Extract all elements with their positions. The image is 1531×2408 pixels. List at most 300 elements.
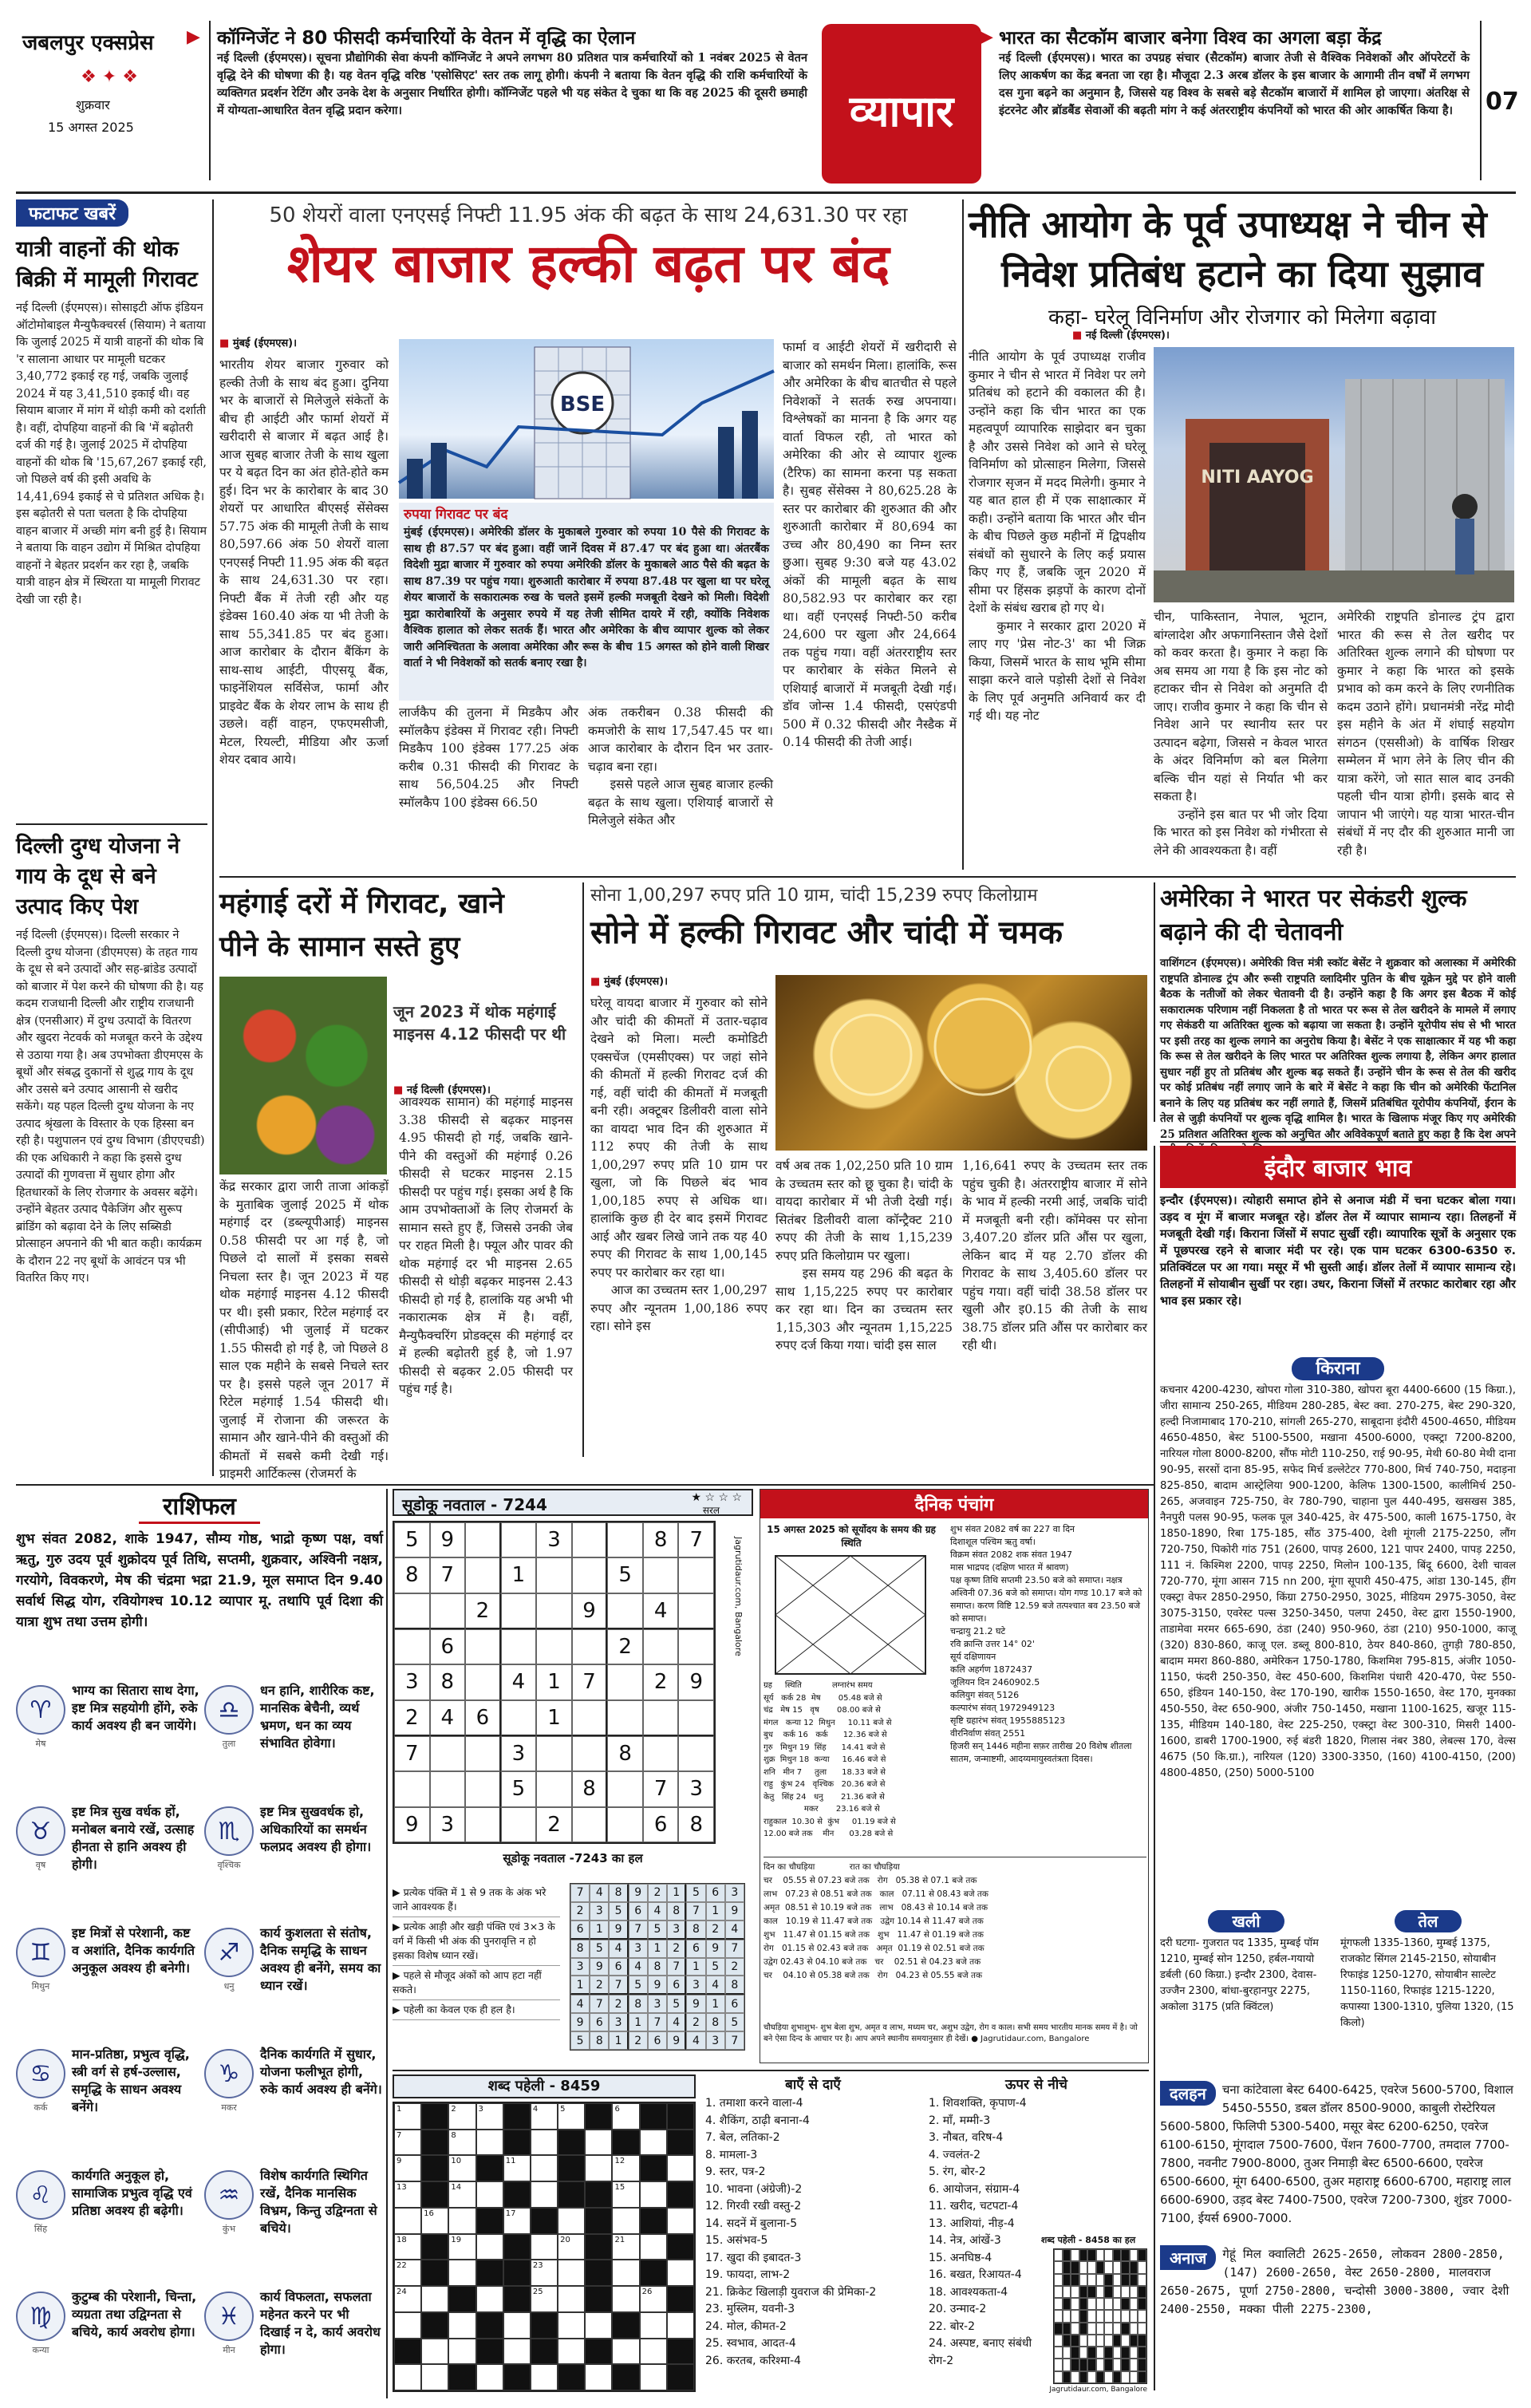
crossword-cell[interactable] <box>503 2312 531 2339</box>
crossword-title: शब्द पहेली - 8459 <box>393 2074 696 2098</box>
sudoku-cell[interactable]: 3 <box>394 1664 430 1699</box>
crossword-cell[interactable] <box>558 2234 585 2260</box>
sudoku-cell[interactable] <box>536 1629 572 1664</box>
prev-crossword-cell <box>1063 2359 1071 2370</box>
zodiac-prediction: मान-प्रतिष्ठा, प्रभुत्व वृद्धि, स्त्री वर्ग से हर्ष-उल्लास, समृद्धि के साधन अवश्य बनेंगे। <box>72 2047 195 2114</box>
crossword-cell <box>531 2339 558 2365</box>
sudoku-cell[interactable]: 7 <box>643 1771 679 1806</box>
tel-label: तेल <box>1340 1910 1516 1932</box>
prev-crossword-cell <box>1063 2347 1071 2359</box>
solution-cell: 2 <box>706 1920 725 1940</box>
day-label: शुक्रवार <box>76 97 110 113</box>
crossword-cell[interactable] <box>421 2208 448 2234</box>
prev-crossword-cell <box>1138 2310 1146 2322</box>
prev-crossword-cell <box>1071 2298 1079 2310</box>
solution-cell: 7 <box>609 1976 628 1995</box>
cell-number: 2 <box>451 2105 456 2114</box>
crossword-cell <box>585 2260 612 2286</box>
prev-crossword-cell <box>1121 2323 1130 2335</box>
crossword-cell <box>585 2208 612 2234</box>
crossword-cell[interactable] <box>612 2208 639 2234</box>
sudoku-cell[interactable] <box>430 1736 466 1771</box>
crossword-cell[interactable] <box>612 2260 639 2286</box>
sudoku-cell[interactable] <box>678 1700 714 1736</box>
sudoku-cell[interactable] <box>536 1771 572 1806</box>
sudoku-cell[interactable]: 7 <box>678 1522 714 1557</box>
zodiac-prediction: कार्य विफलता, सफलता महेनत करने पर भी दिखाई न दे, कार्य अवरोध होगा। <box>260 2289 385 2357</box>
sudoku-cell[interactable]: 2 <box>607 1629 643 1664</box>
crossword-cell[interactable] <box>612 2103 639 2130</box>
cell-number: 19 <box>451 2235 462 2244</box>
crossword-cell[interactable] <box>394 2234 421 2260</box>
crossword-cell[interactable] <box>585 2364 612 2390</box>
across-clues: 1. तमाशा करने वाला-4 4. शैकिंग, ठाढ़ी बनाना-4 7. बेल, लतिका-2 8. मामला-3 9. स्तर, पत्र-2 10. भावना (अंग्रेजी)-2 12. गिरवी रखी वस्तु-2 14. सदनें में बुलाना-5 15. असंभव-5 17. खुदा की इबादत-3 19. फायदा, लाभ-2 21. क्रिकेट खिलाड़ी युवराज की प्रेमिका-2 23. मुस्लिम, यवनी-3 24. मोल, कीमत-2 25. स्वभाव, आदत-4 26. करतब, करिश्मा-4 <box>705 2097 877 2367</box>
sudoku-cell[interactable]: 7 <box>430 1557 466 1593</box>
crossword-cell <box>394 2339 421 2365</box>
crossword-cell[interactable] <box>640 2130 667 2156</box>
zodiac-9-icon: ♒ <box>204 2170 254 2220</box>
share-dateline: ■ मुंबई (ईएमएस)। <box>219 338 298 349</box>
crossword-cell[interactable] <box>476 2234 503 2260</box>
solution-cell: 8 <box>609 1884 628 1902</box>
sudoku-cell[interactable] <box>607 1664 643 1699</box>
star-icon: ★ ☆ ☆ ☆ <box>691 1491 742 1504</box>
sudoku-cell[interactable] <box>536 1593 572 1629</box>
sudoku-cell[interactable] <box>430 1771 466 1806</box>
crossword-cell[interactable] <box>558 2103 585 2130</box>
crossword-cell[interactable] <box>394 2260 421 2286</box>
cell-number: 7 <box>397 2130 402 2140</box>
sudoku-cell[interactable]: 1 <box>501 1557 537 1593</box>
us-headline-2: बढ़ाने की दी चेतावनी <box>1160 918 1344 946</box>
solution-cell: 9 <box>570 2013 590 2031</box>
crossword-cell <box>585 2339 612 2365</box>
solution-cell: 4 <box>706 1976 725 1995</box>
crossword-cell <box>421 2155 448 2181</box>
crossword-cell[interactable] <box>394 2364 421 2390</box>
prev-crossword-cell <box>1096 2359 1105 2370</box>
sudoku-cell[interactable]: 3 <box>678 1771 714 1806</box>
sudoku-cell[interactable]: 4 <box>430 1700 466 1736</box>
prev-crossword-cell <box>1054 2249 1063 2261</box>
crossword-grid[interactable] <box>393 2102 696 2392</box>
sudoku-cell[interactable]: 8 <box>643 1522 679 1557</box>
solution-cell: 5 <box>609 1902 628 1920</box>
prev-crossword-cell <box>1096 2347 1105 2359</box>
prev-crossword-cell <box>1096 2286 1105 2298</box>
sudoku-title: सूडोकू नवताल - 7244 <box>402 1495 547 1514</box>
crossword-cell <box>503 2103 531 2130</box>
sudoku-cell[interactable]: 6 <box>643 1807 679 1842</box>
solution-cell: 9 <box>667 2031 686 2050</box>
tel-prices: मूंगफली 1335-1360, मुम्बई 1375, राजकोट सिंगल 2145-2150, सोयाबीन रिफाइंड 1250-1270, सोयाबीन साल्टेट 1150-1160, रिफाइंड 1215-1220, कपास्या 1300-1310, पुलिया 1320, (15 किलो) <box>1340 1937 1517 2029</box>
sudoku-cell[interactable] <box>607 1593 643 1629</box>
crossword-cell[interactable] <box>585 2130 612 2156</box>
sudoku-cell[interactable] <box>607 1522 643 1557</box>
crossword-cell[interactable] <box>394 2312 421 2339</box>
crossword-cell <box>667 2181 694 2208</box>
crossword-cell[interactable] <box>503 2155 531 2181</box>
sudoku-cell[interactable] <box>501 1629 537 1664</box>
crossword-cell <box>585 2234 612 2260</box>
solution-cell: 6 <box>629 1902 648 1920</box>
crossword-cell[interactable] <box>448 2103 475 2130</box>
crossword-cell[interactable] <box>612 2181 639 2208</box>
panchang-title: दैनिक पंचांग <box>760 1490 1148 1518</box>
crossword-cell <box>667 2286 694 2312</box>
sudoku-cell[interactable]: 8 <box>607 1736 643 1771</box>
solution-cell: 3 <box>609 2013 628 2031</box>
crossword-cell[interactable] <box>558 2208 585 2234</box>
crossword-cell <box>667 2234 694 2260</box>
sudoku-cell[interactable] <box>607 1771 643 1806</box>
sudoku-cell[interactable]: 3 <box>501 1736 537 1771</box>
prev-crossword-cell <box>1071 2359 1079 2370</box>
crossword-cell[interactable] <box>558 2312 585 2339</box>
paper-name: जबलपुर एक्सप्रेस <box>22 31 154 55</box>
crossword-cell[interactable] <box>503 2208 531 2234</box>
crossword-cell[interactable] <box>667 2155 694 2181</box>
rashi-3 <box>204 1803 383 1904</box>
prev-crossword-cell <box>1096 2274 1105 2286</box>
crossword-cell[interactable] <box>476 2364 503 2390</box>
crossword-cell[interactable] <box>667 2208 694 2234</box>
cell-number: 24 <box>397 2288 407 2297</box>
solution-cell: 5 <box>686 1884 705 1902</box>
crossword-cell[interactable] <box>531 2181 558 2208</box>
crossword-cell[interactable] <box>558 2339 585 2365</box>
crossword-cell[interactable] <box>448 2312 475 2339</box>
solution-cell: 4 <box>609 1940 628 1958</box>
crossword-cell <box>585 2181 612 2208</box>
sudoku-cell[interactable]: 2 <box>536 1807 572 1842</box>
sudoku-cell[interactable]: 1 <box>536 1664 572 1699</box>
sudoku-cell[interactable]: 8 <box>572 1771 608 1806</box>
solution-cell: 5 <box>570 2031 590 2050</box>
crossword-cell[interactable] <box>421 2339 448 2365</box>
crossword-cell[interactable] <box>612 2286 639 2312</box>
sudoku-cell[interactable] <box>643 1736 679 1771</box>
crossword-cell[interactable] <box>394 2286 421 2312</box>
sudoku-cell[interactable]: 9 <box>678 1664 714 1699</box>
sudoku-cell[interactable] <box>465 1557 501 1593</box>
solution-cell: 8 <box>725 1976 744 1995</box>
sudoku-cell[interactable] <box>572 1629 608 1664</box>
solution-cell: 9 <box>590 1958 609 1976</box>
share-market-article <box>219 199 961 878</box>
svg-text:BSE: BSE <box>559 393 606 416</box>
sudoku-grid[interactable] <box>393 1521 716 1844</box>
crossword-cell[interactable] <box>448 2130 475 2156</box>
section-banner <box>822 24 981 184</box>
sudoku-cell[interactable]: 9 <box>394 1807 430 1842</box>
prev-crossword-cell <box>1071 2335 1079 2347</box>
sudoku-cell[interactable] <box>501 1700 537 1736</box>
rashi-7 <box>204 2046 383 2146</box>
crossword-cell[interactable] <box>421 2286 448 2312</box>
solution-cell: 7 <box>725 2031 744 2050</box>
crossword-cell[interactable] <box>421 2364 448 2390</box>
crossword-cell <box>640 2208 667 2234</box>
crossword-cell[interactable] <box>531 2364 558 2390</box>
solution-cell: 8 <box>648 1958 667 1976</box>
sudoku-cell[interactable] <box>536 1736 572 1771</box>
zodiac-name: वृश्चिक <box>217 1860 241 1870</box>
top-right-headline: भारत का सैटकॉम बाजार बनेगा विश्व का अगला बड़ा केंद्र <box>999 28 1382 49</box>
crossword-cell[interactable] <box>448 2208 475 2234</box>
prev-crossword-cell <box>1054 2371 1063 2383</box>
sudoku-cell[interactable] <box>572 1700 608 1736</box>
crossword-cell <box>503 2234 531 2260</box>
sudoku-cell[interactable]: 5 <box>394 1522 430 1557</box>
crossword-cell[interactable] <box>394 2130 421 2156</box>
rupee-caption: रुपया गिरावट पर बंद <box>404 507 508 523</box>
crossword-cell[interactable] <box>640 2339 667 2365</box>
sudoku-cell[interactable]: 6 <box>465 1700 501 1736</box>
crossword-cell[interactable] <box>503 2339 531 2365</box>
indore-title: इंदौर बाजार भाव <box>1160 1146 1516 1188</box>
crossword-cell[interactable] <box>394 2208 421 2234</box>
bse-building-icon <box>399 339 774 499</box>
sudoku-cell[interactable]: 3 <box>430 1807 466 1842</box>
solution-cell: 9 <box>686 1995 705 2013</box>
zodiac-1-icon: ♎ <box>204 1685 254 1735</box>
cell-number: 15 <box>614 2183 625 2193</box>
sudoku-cell[interactable] <box>501 1522 537 1557</box>
sudoku-cell[interactable]: 3 <box>536 1522 572 1557</box>
crossword-cell <box>476 2260 503 2286</box>
crossword-cell[interactable] <box>585 2312 612 2339</box>
prev-crossword-cell <box>1104 2286 1113 2298</box>
prev-crossword-cell <box>1130 2335 1138 2347</box>
sudoku-cell[interactable] <box>643 1700 679 1736</box>
zodiac-name: मकर <box>221 2102 237 2113</box>
sudoku-cell[interactable]: 2 <box>394 1700 430 1736</box>
sudoku-cell[interactable]: 8 <box>678 1807 714 1842</box>
prev-crossword-cell <box>1130 2323 1138 2335</box>
sudoku-cell[interactable]: 5 <box>501 1771 537 1806</box>
crossword-cell[interactable] <box>476 2286 503 2312</box>
solution-cell: 7 <box>570 1884 590 1902</box>
sudoku-cell[interactable] <box>572 1522 608 1557</box>
sudoku-cell[interactable] <box>430 1593 466 1629</box>
crossword-cell[interactable] <box>394 2103 421 2130</box>
crossword-cell[interactable] <box>667 2312 694 2339</box>
fatafat-body-1: नई दिल्ली (ईएमएस)। सोसाइटी ऑफ इंडियन ऑटोमोबाइल मैन्युफैक्चरर्स (सियाम) ने बताया कि जुलाई 2025 में यात्री वाहनों की थोक बि 'र सालाना आधार पर मामूली घटकर 3,40,772 इकाई रह गई, जबकि जुलाई 2024 में यह 3,41,510 इकाई थी। वह सियाम बाजार में मांग में थोड़ी कमी को दर्शाती है। वहीं, दोपहिया वाहनों की बि 'में बढ़ोतरी दर्ज की गई है। जुलाई 2025 में दोपहिया वाहनों की थोक बि '15,67,267 इकाई रही, जो पिछले वर्ष की इसी अवधि के 14,41,694 इकाई से चे प्रतिशत अधिक है। इस बढ़ोतरी से पता चलता है कि दोपहिया वाहन बाजार में अच्छी मांग बनी हुई है। सियाम ने बताया कि वाहन उद्योग में मिश्रित दोपहिया वाहनों ने बेहतर प्रदर्शन कर रहा है, जबकि यात्री वाहन क्षेत्र में स्थिरता या मामूली गिरावट देखी जा रही है। <box>16 302 211 606</box>
prev-crossword-cell <box>1113 2274 1122 2286</box>
crossword-cell[interactable] <box>585 2155 612 2181</box>
prev-crossword-cell <box>1063 2310 1071 2322</box>
sudoku-cell[interactable]: 2 <box>643 1664 679 1699</box>
cell-number: 13 <box>397 2183 407 2193</box>
prev-crossword-cell <box>1113 2359 1122 2370</box>
crossword-cell[interactable] <box>476 2181 503 2208</box>
prev-crossword-cell <box>1071 2261 1079 2273</box>
solution-cell: 7 <box>686 1902 705 1920</box>
sudoku-cell[interactable] <box>465 1664 501 1699</box>
zodiac-10-icon: ♍ <box>16 2292 65 2341</box>
sudoku-cell[interactable] <box>394 1771 430 1806</box>
sudoku-cell[interactable]: 8 <box>394 1557 430 1593</box>
sudoku-cell[interactable] <box>572 1807 608 1842</box>
prev-crossword-cell <box>1063 2286 1071 2298</box>
prev-crossword-cell <box>1113 2298 1122 2310</box>
prev-crossword-cell <box>1138 2298 1146 2310</box>
sudoku-cell[interactable] <box>536 1557 572 1593</box>
share-headline: शेयर बाजार हल्की बढ़त पर बंद <box>286 233 890 294</box>
crossword-cell[interactable] <box>448 2234 475 2260</box>
crossword-cell <box>503 2286 531 2312</box>
cell-number: 11 <box>505 2157 516 2166</box>
crossword-cell[interactable] <box>476 2130 503 2156</box>
crossword-cell[interactable] <box>448 2339 475 2365</box>
prev-crossword-cell <box>1087 2347 1096 2359</box>
inflation-side-note: जून 2023 में थोक महंगाई माइनस 4.12 फीसदी पर थी <box>393 1002 566 1044</box>
crossword-cell[interactable] <box>531 2103 558 2130</box>
prev-crossword-cell <box>1138 2347 1146 2359</box>
sudoku-rule: ▶ प्रत्येक आड़ी और खड़ी पंक्ति एवं 3×3 के वर्ग में किसी भी अंक की पुनरावृत्ति न हो इसका विशेष ध्यान रखें। <box>393 1917 560 1966</box>
sudoku-cell[interactable]: 2 <box>465 1593 501 1629</box>
sudoku-cell[interactable] <box>501 1807 537 1842</box>
sudoku-cell[interactable] <box>465 1807 501 1842</box>
crossword-section <box>393 2074 1149 2398</box>
cell-number: 10 <box>451 2157 462 2166</box>
sudoku-cell[interactable]: 4 <box>643 1593 679 1629</box>
sudoku-cell[interactable]: 7 <box>394 1736 430 1771</box>
zodiac-prediction: कार्य कुशलता से संतोष, दैनिक समृद्धि के साधन अवश्य ही बनेंगे, समय का ध्यान रखें। <box>260 1925 385 1993</box>
sudoku-cell[interactable] <box>394 1593 430 1629</box>
solution-cell: 7 <box>725 1940 744 1958</box>
sudoku-cell[interactable] <box>394 1629 430 1664</box>
us-headline-1: अमेरिका ने भारत पर सेकंडरी शुल्क <box>1160 885 1467 913</box>
crossword-cell <box>640 2155 667 2181</box>
crossword-cell[interactable] <box>394 2181 421 2208</box>
crossword-cell[interactable] <box>531 2286 558 2312</box>
prev-crossword-cell <box>1113 2286 1122 2298</box>
sudoku-cell[interactable] <box>678 1736 714 1771</box>
sudoku-cell[interactable] <box>607 1700 643 1736</box>
top-left-headline: कॉग्निजेंट ने 80 फीसदी कर्मचारियों के वेतन में वृद्धि का ऐलान <box>217 28 636 49</box>
crossword-cell <box>558 2155 585 2181</box>
crossword-cell[interactable] <box>448 2155 475 2181</box>
crossword-cell[interactable] <box>558 2260 585 2286</box>
sudoku-cell[interactable]: 8 <box>430 1664 466 1699</box>
crossword-cell[interactable] <box>640 2312 667 2339</box>
prev-crossword-cell <box>1130 2249 1138 2261</box>
sudoku-cell[interactable]: 5 <box>607 1557 643 1593</box>
sudoku-cell[interactable] <box>678 1557 714 1593</box>
crossword-cell[interactable] <box>476 2103 503 2130</box>
crossword-cell <box>421 2312 448 2339</box>
prev-crossword-cell <box>1113 2323 1122 2335</box>
sudoku-cell[interactable] <box>607 1807 643 1842</box>
sudoku-cell[interactable]: 9 <box>572 1593 608 1629</box>
crossword-cell[interactable] <box>612 2234 639 2260</box>
sudoku-cell[interactable] <box>572 1736 608 1771</box>
sudoku-cell[interactable] <box>678 1629 714 1664</box>
share-col-3: अंक तकरीबन 0.38 फीसदी की कमजोरी के साथ 17,547.45 पर था। आज कारोबार के दौरान दिन भर उतार-चढ़ाव बना रहा। इससे पहले आज सुबह बाजार हल्की बढ़त के साथ खुला। एशियाई बाजारों से मिलेजुले संकेत और <box>588 705 773 827</box>
crossword-cell[interactable] <box>667 2260 694 2286</box>
prev-crossword-cell <box>1138 2371 1146 2383</box>
masthead <box>0 0 1531 191</box>
solution-cell: 1 <box>590 1920 609 1940</box>
share-col-2: लार्जकैप की तुलना में मिडकैप और स्मॉलकैप इंडेक्स में गिरावट रही। निफ्टी मिडकैप 100 इंडेक्स 177.25 अंक करीब 0.31 फीसदी की गिरावट के साथ 56,504.25 और निफ्टी स्मॉलकैप 100 इंडेक्स 66.50 <box>399 705 582 810</box>
cell-number: 8 <box>451 2130 456 2140</box>
crossword-cell[interactable] <box>640 2181 667 2208</box>
prev-crossword-cell <box>1054 2335 1063 2347</box>
sudoku-cell[interactable] <box>501 1593 537 1629</box>
sudoku-cell[interactable]: 9 <box>430 1522 466 1557</box>
sudoku-cell[interactable]: 4 <box>501 1664 537 1699</box>
solution-cell: 2 <box>725 1958 744 1976</box>
sudoku-cell[interactable] <box>643 1629 679 1664</box>
solution-cell: 2 <box>667 1940 686 1958</box>
sudoku-cell[interactable] <box>465 1771 501 1806</box>
sudoku-cell[interactable] <box>572 1557 608 1593</box>
prev-crossword-cell <box>1104 2249 1113 2261</box>
niti-kicker: कहा- घरेलू विनिर्माण और रोजगार को मिलेगा बढ़ावा <box>1048 306 1437 330</box>
prev-crossword-cell <box>1121 2335 1130 2347</box>
crossword-cell[interactable] <box>531 2155 558 2181</box>
crossword-cell[interactable] <box>448 2260 475 2286</box>
zodiac-0-icon: ♈ <box>16 1685 65 1735</box>
zodiac-prediction: इष्ट मित्र सुखवर्धक हो, अधिकारियों का समर्थन फलप्रद अवश्य ही होगा। <box>260 1804 372 1854</box>
sudoku-cell[interactable]: 6 <box>430 1629 466 1664</box>
prev-crossword-cell <box>1096 2249 1105 2261</box>
rupee-box <box>399 503 774 701</box>
crossword-cell[interactable] <box>640 2364 667 2390</box>
solution-cell: 6 <box>706 1884 725 1902</box>
prev-crossword-cell <box>1063 2261 1071 2273</box>
crossword-cell[interactable] <box>612 2155 639 2181</box>
crossword-cell <box>531 2208 558 2234</box>
sudoku-cell[interactable] <box>465 1736 501 1771</box>
share-col-1: भारतीय शेयर बाजार गुरुवार को हल्की तेजी के साथ बंद हुआ। दुनिया भर के बाजारों से मिलेजुले संकेतों के बीच ही आईटी और फार्मा शेयरों में खरीदारी से बाजार में बढ़त आई है। आज सुबह बाजार तेजी के साथ खुला पर ये बढ़त दिन का अंत होते-होते कम हुई। दिन भर के कारोबार के बाद 30 शेयरों पर आधारित बीएसई सेंसेक्स 57.75 अंक की मामूली तेजी के साथ 80,597.66 अंक 50 शेयरों वाला एनएसई निफ्टी 11.95 अंक की बढ़त के साथ 24,631.30 पर रहा। निफ्टी बैंक में तेजी रही और यह इंडेक्स 160.40 अंक या भी तेजी के साथ 55,341.85 पर बंद हुआ। आज कारोबार के दौरान बैंकिंग के साथ-साथ आईटी, पीएसयू बैंक, फाइनेंशियल सर्विसेज, फार्मा और प्राइवेट बैंक के शेयर लाभ के साथ ही उछले। वहीं वाहन, एफएमसीजी, मेटल, रियल्टी, मीडिया और ऊर्जा शेयर दबाव आये। <box>219 357 393 767</box>
solution-cell: 3 <box>725 1884 744 1902</box>
zodiac-3-icon: ♏ <box>204 1806 254 1856</box>
niti-sign: NITI AAYOG <box>1201 468 1314 488</box>
crossword-cell[interactable] <box>531 2234 558 2260</box>
sudoku-cell[interactable] <box>465 1629 501 1664</box>
sudoku-cell[interactable] <box>643 1557 679 1593</box>
crossword-cell[interactable] <box>612 2339 639 2365</box>
niti-headline-1: नीति आयोग के पूर्व उपाध्यक्ष ने चीन से <box>969 203 1487 246</box>
dalhan-label: दलहन <box>1160 2081 1216 2106</box>
zodiac-6-icon: ♋ <box>16 2049 65 2098</box>
prev-crossword-cell <box>1054 2310 1063 2322</box>
crossword-cell[interactable] <box>394 2155 421 2181</box>
crossword-cell[interactable] <box>448 2181 475 2208</box>
sudoku-cell[interactable] <box>465 1522 501 1557</box>
crossword-cell <box>448 2286 475 2312</box>
sudoku-prev-title: सूडोकू नवताल -7243 का हल <box>503 1851 643 1865</box>
zodiac-name: धनु <box>223 1981 235 1992</box>
crossword-cell[interactable] <box>640 2286 667 2312</box>
niti-photo <box>1154 347 1514 602</box>
sudoku-cell[interactable] <box>678 1593 714 1629</box>
sudoku-cell[interactable]: 1 <box>536 1700 572 1736</box>
crossword-cell[interactable] <box>640 2234 667 2260</box>
prev-crossword-cell <box>1138 2261 1146 2273</box>
rashi-9 <box>204 2167 383 2268</box>
crossword-cell[interactable] <box>531 2260 558 2286</box>
crossword-cell <box>503 2260 531 2286</box>
ornament-icon: ❖ ✦ ❖ <box>81 67 138 87</box>
sudoku-cell[interactable]: 7 <box>572 1664 608 1699</box>
prev-crossword-cell <box>1087 2310 1096 2322</box>
crossword-cell[interactable] <box>531 2130 558 2156</box>
crossword-cell[interactable] <box>558 2286 585 2312</box>
